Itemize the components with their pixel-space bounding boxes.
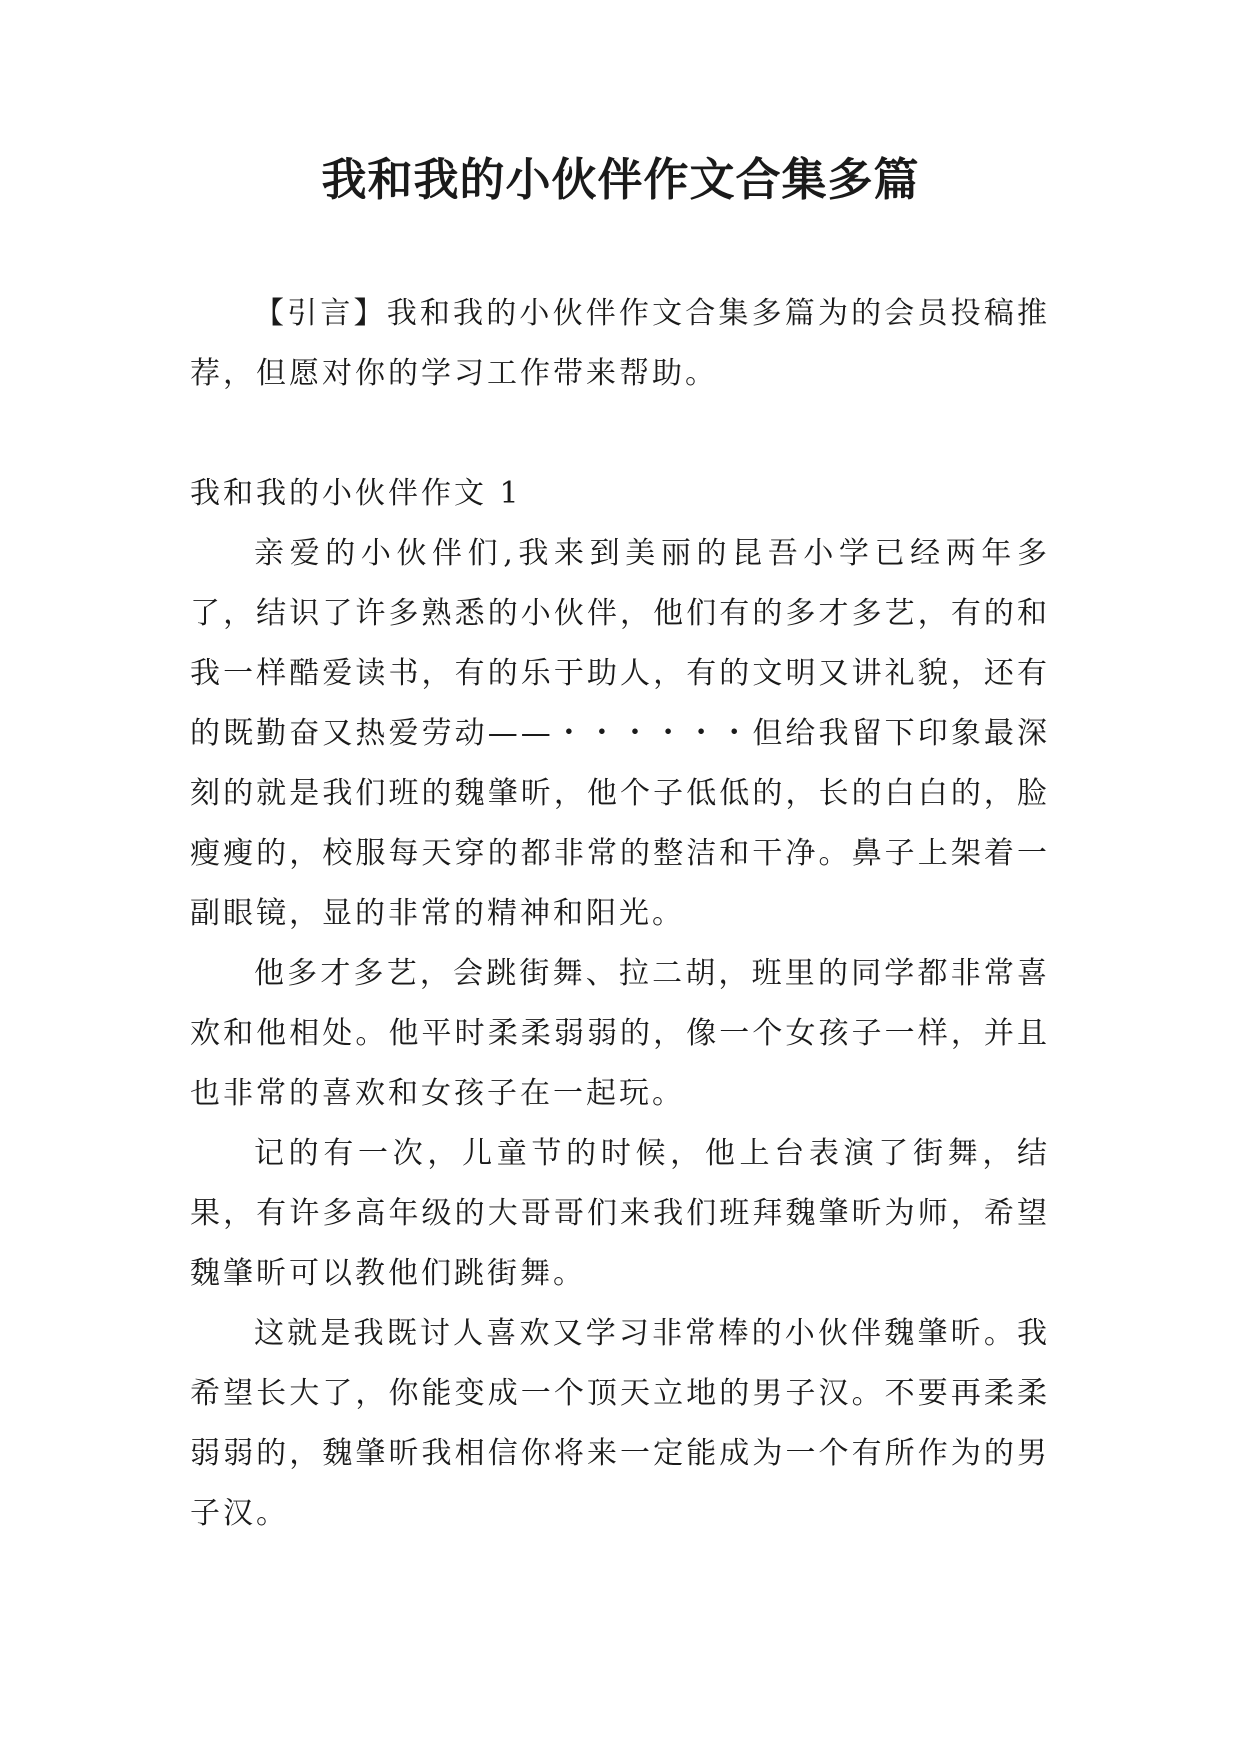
intro-paragraph: 【引言】我和我的小伙伴作文合集多篇为的会员投稿推荐，但愿对你的学习工作带来帮助。 (190, 296, 1050, 391)
body-paragraph: 亲爱的小伙伴们,我来到美丽的昆吾小学已经两年多了，结识了许多熟悉的小伙伴，他们有的多才多艺，有的和我一样酷爱读书，有的乐于助人，有的文明又讲礼貌，还有的既勤奋又热爱劳动——・・・・・・但给我留下印象最深刻的就是我们班的魏肇昕，他个子低低的，长的白白的，脸瘦瘦的，校服每天穿的都非常的整洁和干净。鼻子上架着一副眼镜，显的非常的精神和阳光。 (190, 536, 1050, 931)
document-title: 我和我的小伙伴作文合集多篇 (321, 153, 920, 206)
section-heading: 我和我的小伙伴作文 1 (190, 476, 522, 511)
body-paragraph: 记的有一次，儿童节的时候，他上台表演了街舞，结果，有许多高年级的大哥哥们来我们班拜魏肇昕为师，希望魏肇昕可以教他们跳街舞。 (190, 1136, 1050, 1291)
body-paragraph: 他多才多艺，会跳街舞、拉二胡，班里的同学都非常喜欢和他相处。他平时柔柔弱弱的，像一个女孩子一样，并且也非常的喜欢和女孩子在一起玩。 (190, 956, 1050, 1111)
body-paragraph: 这就是我既讨人喜欢又学习非常棒的小伙伴魏肇昕。我希望长大了，你能变成一个顶天立地的男子汉。不要再柔柔弱弱的，魏肇昕我相信你将来一定能成为一个有所作为的男子汉。 (190, 1316, 1050, 1531)
document-body (190, 284, 1050, 1544)
